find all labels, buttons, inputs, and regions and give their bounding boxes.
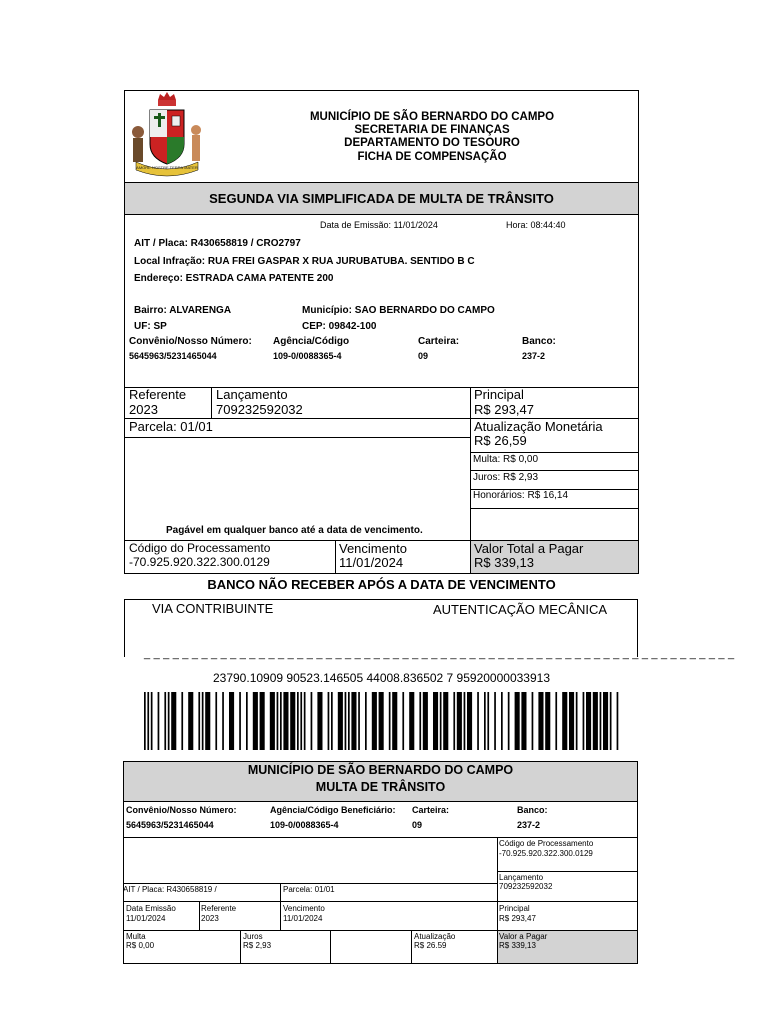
stub-title-multa: MULTA DE TRÂNSITO [315, 780, 446, 794]
uf: UF: SP [134, 321, 167, 332]
header-departamento: DEPARTAMENTO DO TESOURO [344, 137, 520, 149]
codigo-label: Código do Processamento [129, 541, 271, 555]
barcode-bar [515, 692, 520, 750]
stub-grid-line [411, 930, 412, 964]
stub-grid-line [124, 901, 638, 902]
total-value: R$ 339,13 [474, 555, 534, 570]
ait-placa: AIT / Placa: R430658819 / CRO2797 [134, 238, 301, 249]
grid-line [470, 452, 638, 453]
stub-principal-value: R$ 293,47 [499, 914, 536, 923]
parcela: Parcela: 01/01 [129, 419, 213, 434]
stub-lancamento-value: 709232592032 [499, 882, 553, 891]
stub-vencimento-value: 11/01/2024 [283, 914, 323, 923]
vencimento-label: Vencimento [339, 541, 407, 556]
stub-parcela: Parcela: 01/01 [283, 885, 335, 894]
barcode-bar [576, 692, 578, 750]
juros: Juros: R$ 2,93 [473, 472, 539, 483]
stub-grid-line [240, 930, 241, 964]
barcode-bar [477, 692, 479, 750]
bairro: Bairro: ALVARENGA [134, 305, 232, 316]
stub-referente-label: Referente [201, 904, 237, 913]
stub-grid-line [124, 837, 638, 838]
barcode-bar [290, 692, 295, 750]
barcode-bar [158, 692, 160, 750]
barcode-bar [392, 692, 397, 750]
barcode-bar [521, 692, 526, 750]
barcode-bar [260, 692, 265, 750]
barcode-bar [423, 692, 428, 750]
barcode-bar [202, 692, 204, 750]
stub-atualizacao-label: Atualização [414, 932, 456, 941]
principal-value: R$ 293,47 [474, 402, 534, 417]
barcode-bar [181, 692, 183, 750]
stub-codigo-value: -70.925.920.322.300.0129 [499, 849, 593, 858]
barcode-bar [270, 692, 275, 750]
stub-carteira-label: Carteira: [412, 805, 450, 815]
barcode-bar [603, 692, 608, 750]
barcode-bar [453, 692, 455, 750]
stub-grid-line [280, 883, 281, 901]
data-emissao: Data de Emissão: 11/01/2024 [320, 220, 438, 230]
barcode-bar [246, 692, 248, 750]
grid-line [470, 470, 638, 471]
stub-codigo-label: Código de Processamento [499, 839, 594, 848]
carteira-value: 09 [418, 351, 429, 361]
barcode-bar [283, 692, 288, 750]
barcode [144, 692, 620, 750]
barcode-bar [297, 692, 299, 750]
barcode-bar [545, 692, 550, 750]
barcode-bar [280, 692, 282, 750]
barcode-bar [253, 692, 258, 750]
barcode-bar [569, 692, 574, 750]
barcode-bar [222, 692, 224, 750]
stub-carteira-value: 09 [412, 820, 423, 830]
banco-label: Banco: [522, 336, 556, 347]
honorarios: Honorários: R$ 16,14 [473, 490, 569, 501]
barcode-bar [593, 692, 598, 750]
local-infracao: Local Infração: RUA FREI GASPAR X RUA JURUBATUBA. SENTIDO B C [134, 256, 475, 267]
barcode-bar [443, 692, 448, 750]
convenio-value: 5645963/5231465044 [129, 351, 217, 361]
barcode-bar [151, 692, 153, 750]
total-label: Valor Total a Pagar [474, 541, 584, 556]
barcode-bar [464, 692, 466, 750]
convenio-label: Convênio/Nosso Número: [129, 336, 252, 347]
municipio: Município: SAO BERNARDO DO CAMPO [302, 305, 495, 316]
barcode-line: 23790.10909 90523.146505 44008.836502 7 95920000033913 [212, 671, 550, 685]
stub-grid-line [497, 871, 638, 872]
barcode-bar [467, 692, 472, 750]
barcode-bar [171, 692, 176, 750]
grid-line [470, 508, 638, 509]
crest-motto: AMORE NOSTRE TERRA MATER [136, 165, 198, 170]
endereco: Endereço: ESTRADA CAMA PATENTE 200 [134, 273, 334, 284]
barcode-bar [372, 692, 377, 750]
stub-title-municipio: MUNICÍPIO DE SÃO BERNARDO DO CAMPO [247, 763, 514, 777]
barcode-bar [501, 692, 503, 750]
grid-line [335, 540, 336, 574]
barcode-bar [358, 692, 360, 750]
stub-data-emissao-label: Data Emissão [126, 904, 176, 913]
pagavel-texto: Pagável em qualquer banco até a data de vencimento. [166, 525, 423, 536]
stub-multa-label: Multa [126, 932, 146, 941]
multa: Multa: R$ 0,00 [473, 454, 539, 465]
barcode-bar [317, 692, 322, 750]
stub-data-emissao-value: 11/01/2024 [126, 914, 166, 923]
barcode-bar [215, 692, 217, 750]
barcode-bar [532, 692, 534, 750]
barcode-bar [487, 692, 489, 750]
cep: CEP: 09842-100 [302, 321, 377, 332]
stub-agencia-label: Agência/Código Beneficiário: [270, 805, 396, 815]
barcode-bar [229, 692, 234, 750]
stub-total-value: R$ 339,13 [499, 941, 536, 950]
codigo-value: -70.925.920.322.300.0129 [129, 555, 270, 569]
page-title: SEGUNDA VIA SIMPLIFICADA DE MULTA DE TRÂNSITO [209, 191, 554, 206]
barcode-bar [419, 692, 421, 750]
banco-value: 237-2 [522, 351, 546, 361]
header-municipio: MUNICÍPIO DE SÃO BERNARDO DO CAMPO [309, 111, 555, 123]
atualizacao-value: R$ 26,59 [474, 433, 527, 448]
agencia-value: 109-0/0088365-4 [273, 351, 342, 361]
barcode-bar [348, 692, 350, 750]
barcode-bar [311, 692, 313, 750]
stub-agencia-value: 109-0/0088365-4 [270, 820, 339, 830]
barcode-bar [300, 692, 302, 750]
barcode-bar [484, 692, 486, 750]
stub-vencimento-label: Vencimento [283, 904, 325, 913]
stub-multa-value: R$ 0,00 [126, 941, 155, 950]
barcode-bar [168, 692, 170, 750]
barcode-bar [188, 692, 193, 750]
barcode-bar [583, 692, 585, 750]
barcode-bar [494, 692, 496, 750]
barcode-bar [164, 692, 166, 750]
stub-grid-line [124, 883, 497, 884]
grid-line [124, 437, 470, 438]
barcode-bar [538, 692, 543, 750]
crest-icon [128, 92, 206, 178]
grid-line [211, 387, 212, 418]
referente-label: Referente [129, 387, 187, 402]
stub-grid-line [280, 901, 281, 930]
carteira-label: Carteira: [418, 336, 460, 347]
stub-convenio-label: Convênio/Nosso Número: [126, 805, 237, 815]
stub-grid-line [199, 901, 200, 930]
barcode-bar [147, 692, 149, 750]
stub-juros-label: Juros [243, 932, 263, 941]
barcode-bar [304, 692, 306, 750]
stub-banco-value: 237-2 [517, 820, 541, 830]
barcode-bar [600, 692, 602, 750]
barcode-bar [617, 692, 619, 750]
barcode-bar [409, 692, 414, 750]
barcode-bar [328, 692, 330, 750]
stub-ait: AIT / Placa: R430658819 / [123, 885, 217, 894]
barcode-bar [508, 692, 510, 750]
agencia-label: Agência/Código [273, 336, 350, 347]
stub-convenio-value: 5645963/5231465044 [126, 820, 214, 830]
barcode-bar [198, 692, 200, 750]
stub-lancamento-label: Lançamento [499, 873, 544, 882]
grid-line [124, 387, 638, 388]
barcode-bar [457, 692, 462, 750]
barcode-bar [610, 692, 612, 750]
warning-text: BANCO NÃO RECEBER APÓS A DATA DE VENCIMENTO [207, 577, 556, 592]
barcode-bar [389, 692, 391, 750]
barcode-bar [239, 692, 241, 750]
autenticacao-mecanica: AUTENTICAÇÃO MECÂNICA [433, 602, 608, 617]
barcode-bar [402, 692, 404, 750]
barcode-bar [331, 692, 333, 750]
stub-grid-line [330, 930, 331, 964]
barcode-bar [345, 692, 347, 750]
stub-referente-value: 2023 [201, 914, 219, 923]
hora-emissao: Hora: 08:44:40 [506, 220, 566, 230]
barcode-bar [440, 692, 442, 750]
lancamento-value: 709232592032 [216, 402, 303, 417]
barcode-bar [351, 692, 356, 750]
barcode-bar [144, 692, 146, 750]
header-secretaria: SECRETARIA DE FINANÇAS [354, 124, 510, 136]
stub-atualizacao-value: R$ 26.59 [414, 941, 447, 950]
barcode-bar [379, 692, 384, 750]
barcode-bar [365, 692, 367, 750]
barcode-bar [277, 692, 279, 750]
via-contribuinte: VIA CONTRIBUINTE [152, 601, 274, 616]
lancamento-label: Lançamento [216, 387, 288, 402]
barcode-bar [562, 692, 567, 750]
barcode-bar [433, 692, 438, 750]
barcode-bar [338, 692, 343, 750]
stub-total-label: Valor a Pagar [499, 932, 548, 941]
principal-label: Principal [474, 387, 524, 402]
stub-banco-label: Banco: [517, 805, 548, 815]
referente-value: 2023 [129, 402, 158, 417]
atualizacao-label: Atualização Monetária [474, 419, 603, 434]
cut-line: _ _ _ _ _ _ _ _ _ _ _ _ _ _ _ _ _ _ _ _ _ _ _ _ _ _ _ _ _ _ _ _ _ _ _ _ _ _ _ _ _ _ _ _ _ _ _ _ _ _ _ _ _ _ _ _ _ _ _ _ _ _ [144, 648, 735, 660]
stub-juros-value: R$ 2,93 [243, 941, 272, 950]
barcode-bar [586, 692, 591, 750]
barcode-bar [555, 692, 557, 750]
barcode-bar [205, 692, 210, 750]
header-ficha: FICHA DE COMPENSAÇÃO [357, 151, 507, 163]
stub-principal-label: Principal [499, 904, 530, 913]
vencimento-value: 11/01/2024 [339, 555, 404, 570]
